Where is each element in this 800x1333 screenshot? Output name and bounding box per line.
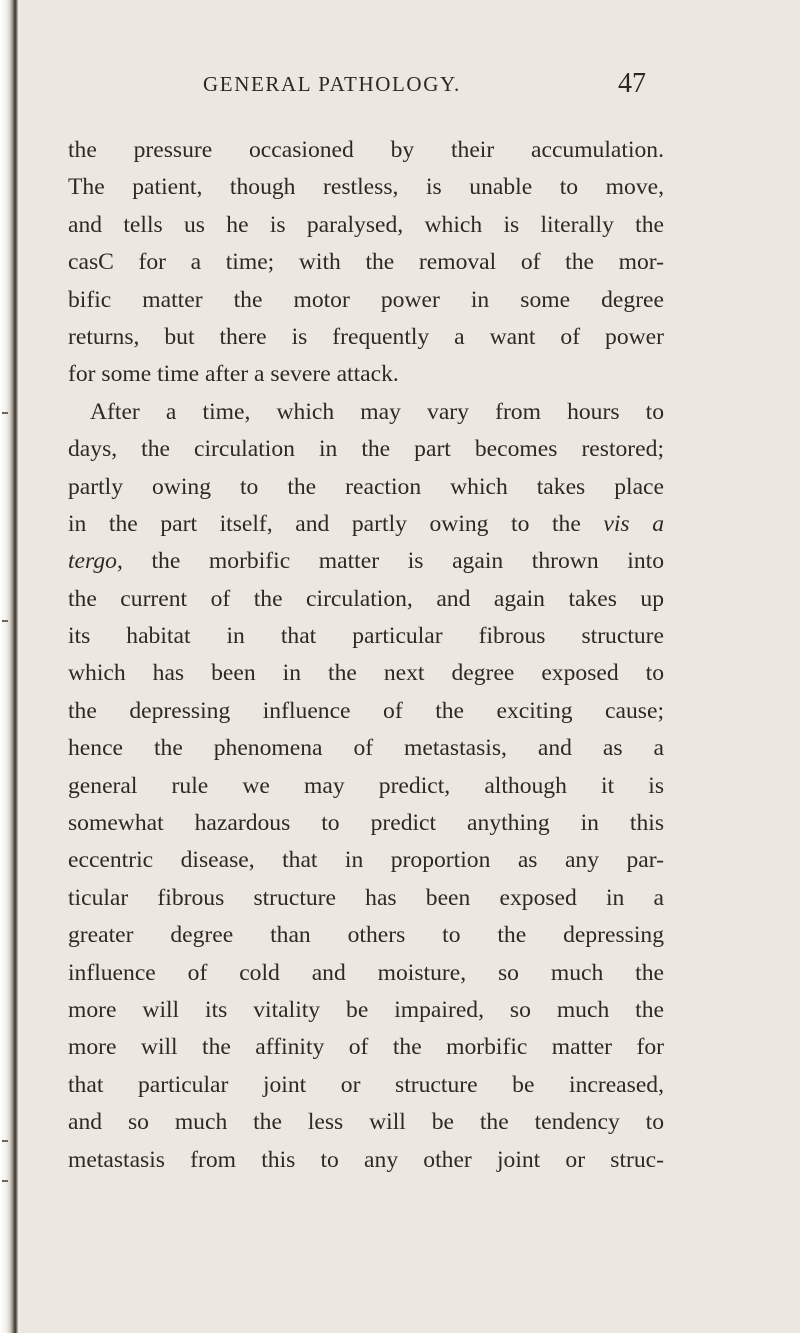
text-line: more will its vitality be impaired, so much the (68, 996, 664, 1023)
text-line: more will the affinity of the morbific matter for (68, 1034, 664, 1061)
gutter-mark (2, 620, 8, 622)
text-line: general rule we may predict, although it is (68, 772, 664, 799)
text-segment: , the morbific matter is again thrown into (116, 548, 664, 575)
text-line: hence the phenomena of metastasis, and as a (68, 735, 664, 762)
text-line: The patient, though restless, is unable to move, (68, 174, 664, 201)
body-text (68, 132, 664, 1179)
text-line: partly owing to the reaction which takes place (68, 473, 664, 500)
running-title: GENERAL PATHOLOGY. (203, 72, 461, 96)
text-line: After a time, which may vary from hours to (90, 398, 664, 425)
gutter-mark (2, 1140, 8, 1142)
text-line: the pressure occasioned by their accumulation. (68, 137, 664, 163)
latin-term: vis a (603, 510, 664, 537)
text-line: which has been in the next degree exposed to (68, 660, 664, 687)
text-line: returns, but there is frequently a want of power (68, 323, 664, 350)
gutter-mark (2, 1180, 8, 1182)
text-line-composite (68, 543, 664, 580)
text-line: for some time after a severe attack. (68, 361, 399, 388)
text-line: metastasis from this to any other joint or struc- (68, 1146, 664, 1173)
text-line: the depressing influence of the exciting cause; (68, 697, 664, 724)
latin-term: tergo (68, 548, 117, 575)
text-line: casC for a time; with the removal of the mor- (68, 249, 664, 276)
text-line: somewhat hazardous to predict anything in this (68, 810, 664, 837)
running-head (203, 68, 703, 104)
text-line: ticular fibrous structure has been exposed in a (68, 884, 664, 911)
page-gutter (0, 0, 18, 1333)
text-line: the current of the circulation, and again takes up (68, 585, 664, 612)
text-line: eccentric disease, that in proportion as any par- (68, 847, 664, 874)
text-line: and so much the less will be the tendency to (68, 1109, 664, 1136)
text-line: that particular joint or structure be increased, (68, 1071, 664, 1098)
text-line: influence of cold and moisture, so much the (68, 959, 664, 986)
text-line-composite (68, 506, 664, 543)
text-line: its habitat in that particular fibrous structure (68, 623, 664, 650)
text-line: days, the circulation in the part becomes restored; (68, 436, 664, 463)
text-line: bific matter the motor power in some degree (68, 286, 664, 313)
page-number: 47 (618, 68, 646, 99)
text-line: greater degree than others to the depressing (68, 922, 664, 949)
gutter-mark (2, 412, 8, 414)
text-line: and tells us he is paralysed, which is literally the (68, 211, 664, 238)
text-segment: in the part itself, and partly owing to the (68, 510, 581, 537)
